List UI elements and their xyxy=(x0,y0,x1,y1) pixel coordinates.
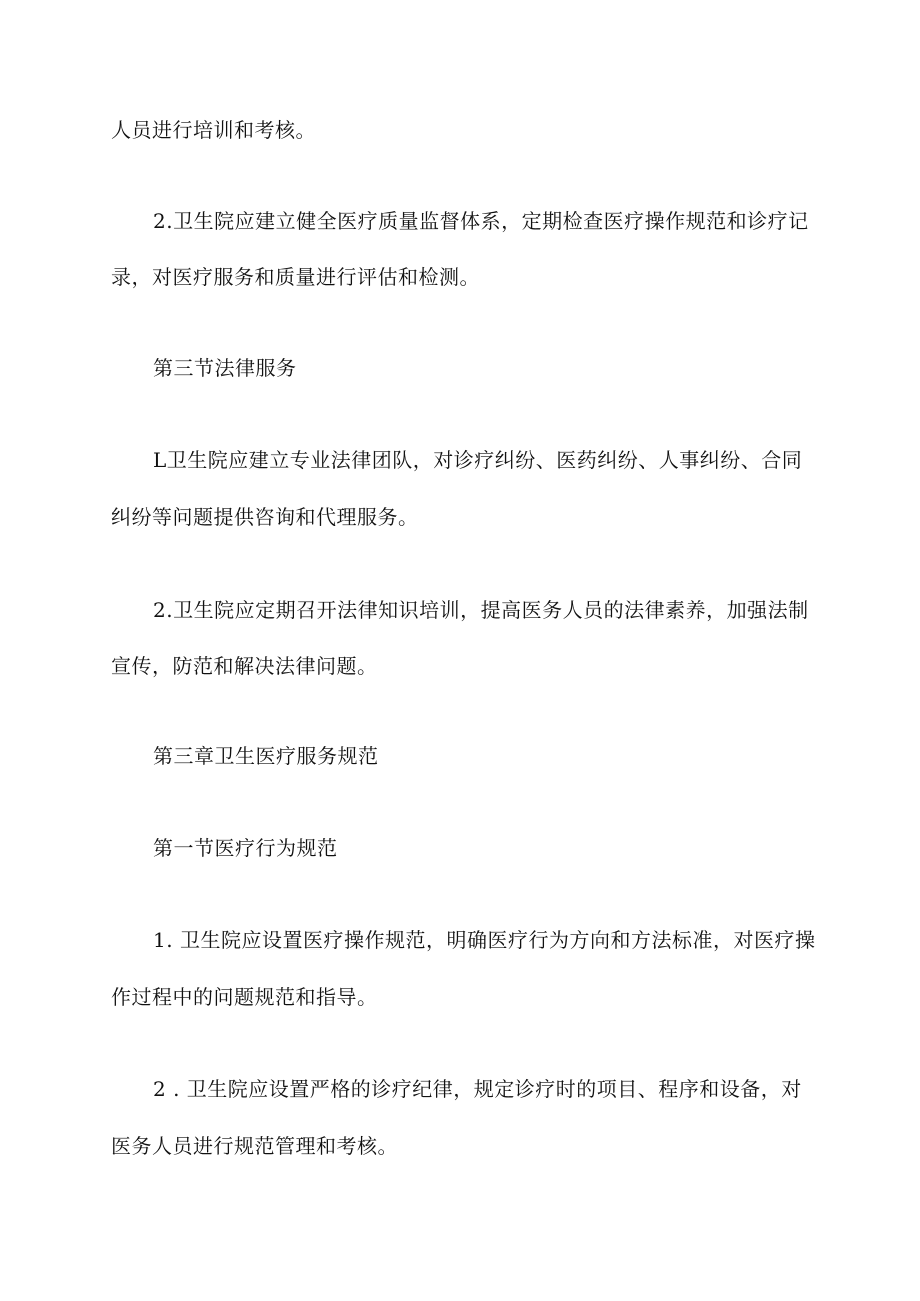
paragraph-item-2-line2: 录，对医疗服务和质量进行评估和检测。 xyxy=(111,265,480,289)
paragraph-item-2-line1: 2.卫生院应建立健全医疗质量监督体系，定期检查医疗操作规范和诊疗记 xyxy=(153,209,809,233)
paragraph-conduct-item-2-line2: 医务人员进行规范管理和考核。 xyxy=(111,1134,398,1158)
paragraph-legal-item-1-line1: L卫生院应建立专业法律团队，对诊疗纠纷、医药纠纷、人事纠纷、合同 xyxy=(153,448,803,472)
paragraph-conduct-item-1-line2: 作过程中的问题规范和指导。 xyxy=(111,985,378,1009)
chapter-heading: 第三章卫生医疗服务规范 xyxy=(153,744,379,768)
paragraph-continuation: 人员进行培训和考核。 xyxy=(111,118,316,142)
paragraph-conduct-item-1-line1: 1. 卫生院应设置医疗操作规范，明确医疗行为方向和方法标准，对医疗操 xyxy=(153,928,816,952)
paragraph-conduct-item-2-line1: 2 . 卫生院应设置严格的诊疗纪律，规定诊疗时的项目、程序和设备，对 xyxy=(153,1077,802,1101)
paragraph-legal-item-2-line2: 宣传，防范和解决法律问题。 xyxy=(111,654,378,678)
paragraph-legal-item-1-line2: 纠纷等问题提供咨询和代理服务。 xyxy=(111,505,419,529)
section-heading-legal-services: 第三节法律服务 xyxy=(153,356,297,380)
paragraph-legal-item-2-line1: 2.卫生院应定期召开法律知识培训，提高医务人员的法律素养，加强法制 xyxy=(153,598,809,622)
section-heading-medical-conduct: 第一节医疗行为规范 xyxy=(153,836,338,860)
